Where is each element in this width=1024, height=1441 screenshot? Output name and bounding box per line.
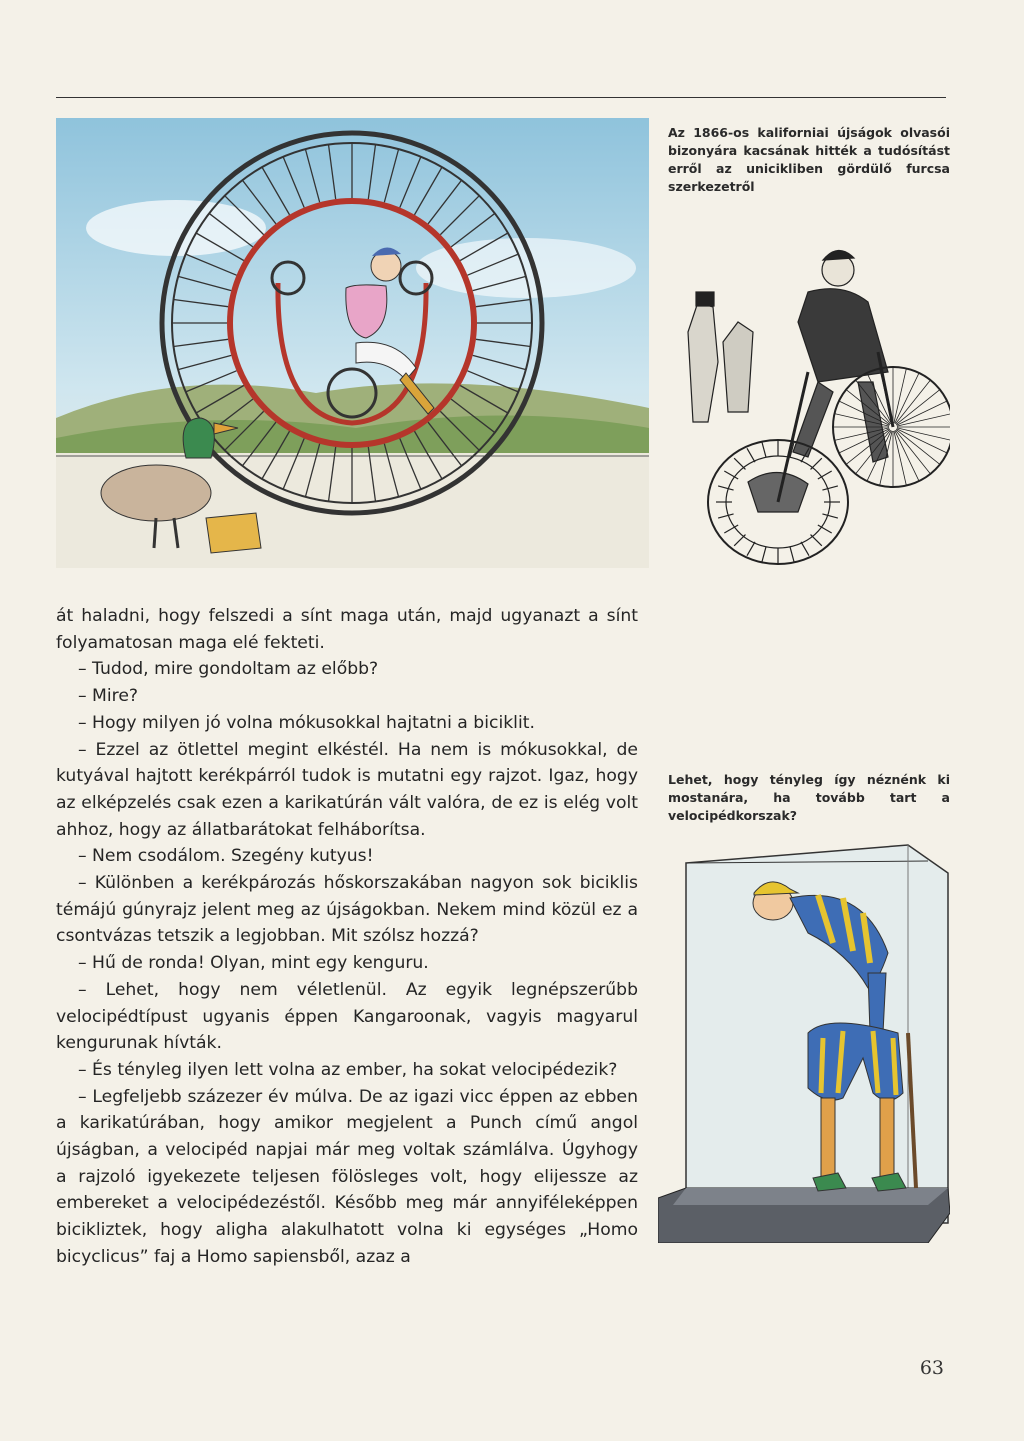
paragraph: – Különben a kerékpározás hőskorszakában nagyon sok biciklis témájú gúnyrajz jelent meg az újságokban. Nekem mind közül ez a csontvázas tetszik a legjobban. Mit szólsz hozzá?: [56, 873, 638, 947]
top-rule: [56, 97, 946, 98]
paragraph: – Mire?: [78, 686, 139, 707]
figure-glass-case-image: [658, 843, 950, 1243]
paragraph: – Ezzel az ötlettel megint elkéstél. Ha nem is mókusokkal, de kutyával hajtott kerékpárról tudok is mutatni egy rajzot. Igaz, hogy az elképzelés csak ezen a karikatúrán vált valóra, de ez is elég volt ahhoz, hogy az állatbarátokat felháborítsa.: [56, 739, 638, 840]
cyclist-engraving-illustration: [668, 222, 950, 584]
figure-glass-case-illustration: [658, 843, 950, 1243]
paragraph: – Tudod, mire gondoltam az előbb?: [78, 659, 379, 680]
giant-wheel-image: [56, 118, 649, 568]
caption-middle-right: Lehet, hogy tényleg így néznénk ki mostanára, ha tovább tart a velocipédkorszak?: [668, 772, 950, 823]
paragraph: – Lehet, hogy nem véletlenül. Az egyik legnépszerűbb velocipédtípust ugyanis éppen Kangaroonak, vagyis magyarul kengurunak hívták.: [56, 979, 638, 1054]
cyclist-engraving-image: [668, 222, 950, 584]
page-number: 63: [919, 1357, 944, 1379]
caption-top-right: Az 1866-os kaliforniai újságok olvasói bizonyára kacsának hitték a tudósítást erről az unicikliben gördülő furcsa szerkezetről: [668, 125, 950, 194]
paragraph: – Legfeljebb százezer év múlva. De az igazi vicc éppen az ebben a karikatúrában, hogy amikor megjelent a Punch című angol újságban, a velocipéd napjai már meg voltak számlálva. Úgyhogy a rajzoló igyekezete teljesen fölösleges volt, hogy elijessze az embereket a velocipédezéstől. Később meg már annyiféleképpen bicikliztek, hogy aligha alakulhatott volna ki egységes „Homo bicyclicus” faj a Homo sapiensből, azaz a: [56, 1086, 638, 1267]
body-text: [56, 603, 638, 1271]
paragraph: – És tényleg ilyen lett volna az ember, ha sokat velocipédezik?: [78, 1059, 618, 1080]
paragraph: át haladni, hogy felszedi a sínt maga után, majd ugyanazt a sínt folyamatosan maga elé fekteti.: [56, 606, 638, 653]
giant-wheel-illustration: [56, 118, 649, 568]
paragraph: – Hű de ronda! Olyan, mint egy kenguru.: [78, 953, 429, 974]
paragraph: – Hogy milyen jó volna mókusokkal hajtatni a biciklit.: [78, 712, 535, 733]
paragraph: – Nem csodálom. Szegény kutyus!: [78, 846, 374, 867]
